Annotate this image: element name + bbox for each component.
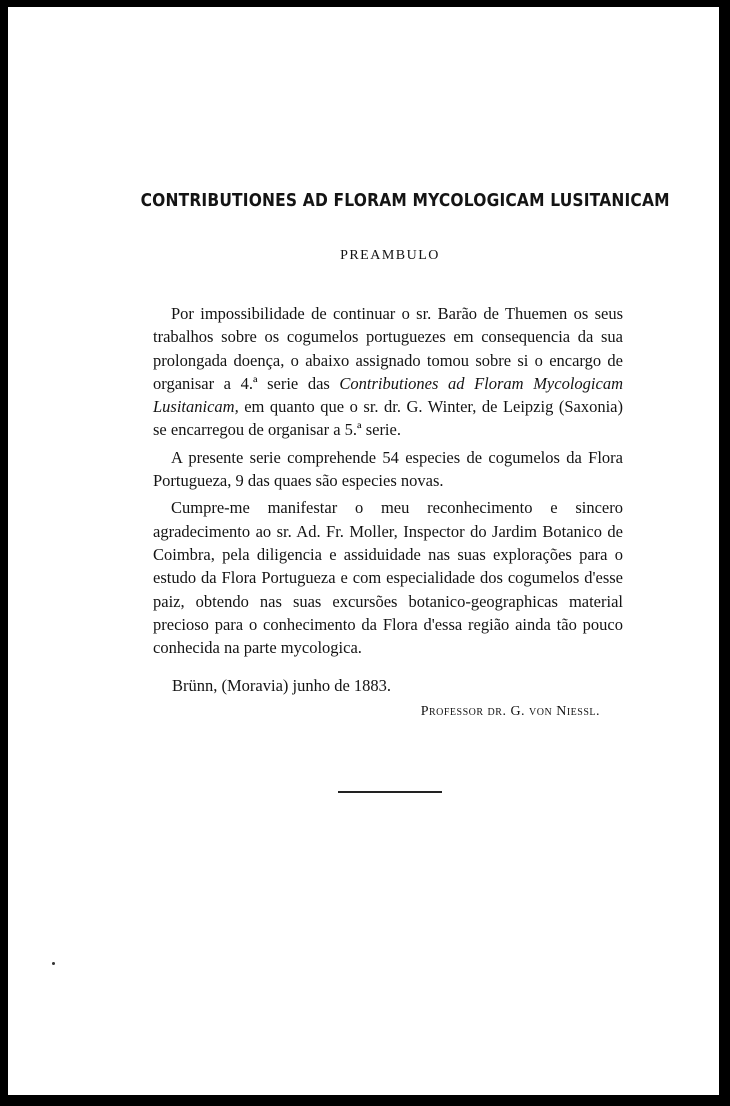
document-title: CONTRIBUTIONES AD FLORAM MYCOLOGICAM LUSITANICAM	[140, 190, 670, 211]
section-heading: PREAMBULO	[340, 248, 440, 263]
paragraph-1	[153, 302, 623, 442]
paragraph-1-italic-title: Contributiones ad Floram Mycologicam Lusitanicam,	[153, 373, 623, 417]
paragraph-1-text-a: Por impossibilidade de continuar o sr. Barão de Thuemen os seus trabalhos sobre os cogumelos portuguezes em consequencia da sua prolongada doença, o abaixo assignado tomou sobre si o encargo de organisar a 4.ª serie das	[153, 304, 623, 393]
author-signature: Professor dr. G. von Niessl.	[420, 704, 600, 719]
paragraph-1-text-c: em quanto que o sr. dr. G. Winter, de Leipzig (Saxonia) se encarregou de organisar a 5.ª serie.	[153, 397, 623, 440]
paper-speck	[52, 962, 55, 965]
closing-rule	[338, 791, 442, 793]
paragraph-3: Cumpre-me manifestar o meu reconhecimento e sincero agradecimento ao sr. Ad. Fr. Moller, Inspector do Jardim Botanico de Coimbra, pela diligencia e assiduidade nas suas explorações para o estudo da Flora Portugueza e com especialidade dos cogumelos d'esse paiz, obtendo nas suas excursões botanico-geographicas material precioso para o conhecimento da Flora d'essa região ainda tão pouco conhecida na parte mycologica.	[153, 498, 623, 658]
dateline: Brünn, (Moravia) junho de 1883.	[172, 676, 392, 695]
paragraph-2: A presente serie comprehende 54 especies de cogumelos da Flora Portugueza, 9 das quaes são especies novas.	[153, 447, 623, 491]
body-text	[153, 302, 623, 663]
